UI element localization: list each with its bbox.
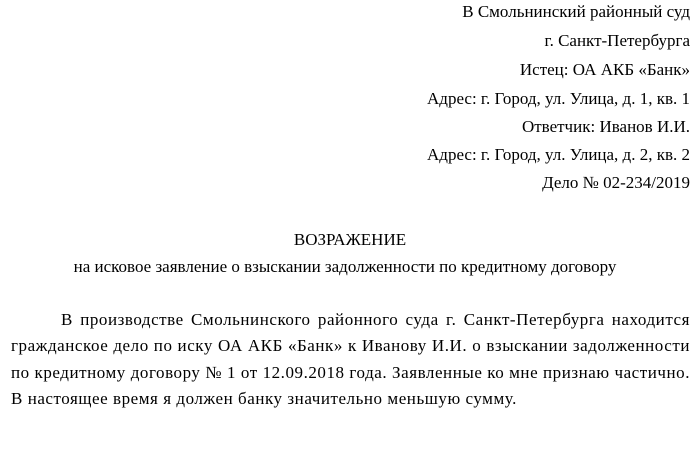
plaintiff: Истец: ОА АКБ «Банк» — [519, 60, 690, 79]
defendant-address: Адрес: г. Город, ул. Улица, д. 2, кв. 2 — [427, 145, 690, 164]
defendant: Ответчик: Иванов И.И. — [521, 117, 690, 136]
document-title: ВОЗРАЖЕНИЕ — [293, 230, 407, 249]
court-city: г. Санкт-Петербурга — [544, 31, 690, 50]
document-body: В производстве Смольнинского районного суда г. Санкт-Петербурга находится гражданское дело по иску ОА АКБ «Банк» к Иванову И.И. о взыскании задолженности по кредитному договору № 1 от 12.09.2018 года. Заявленные ко мне признаю частично. В настоящее время я должен банку значительно меньшую сумму. — [11, 310, 690, 409]
case-number: Дело № 02-234/2019 — [542, 173, 690, 192]
document-subtitle: на исковое заявление о взыскании задолженности по кредитному договору — [73, 257, 617, 276]
court-name: В Смольнинский районный суд — [462, 2, 690, 21]
plaintiff-address: Адрес: г. Город, ул. Улица, д. 1, кв. 1 — [427, 89, 690, 108]
